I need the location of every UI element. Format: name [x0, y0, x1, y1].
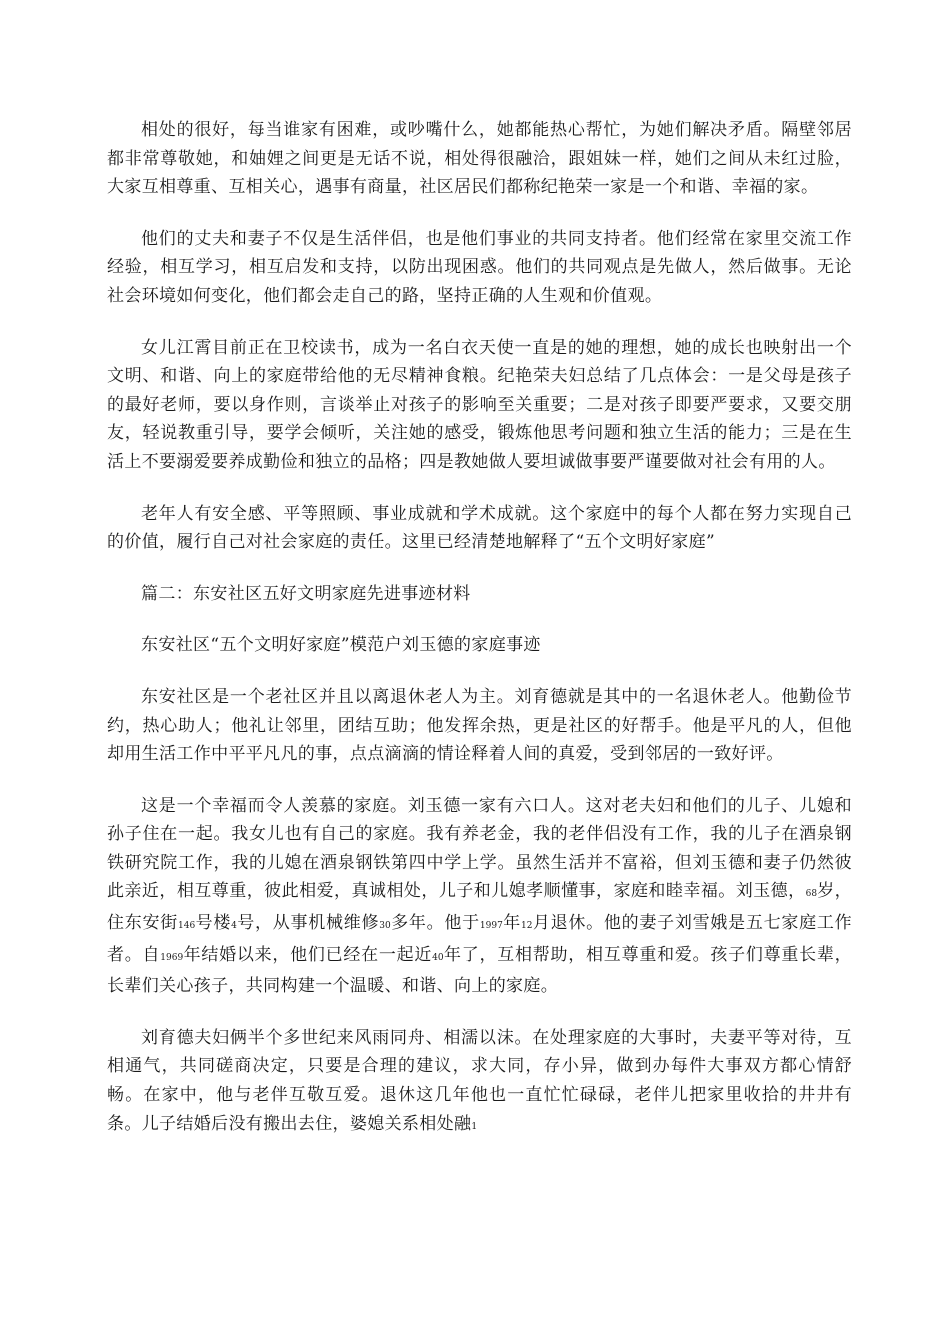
- text-run: 多年。他于: [390, 913, 480, 934]
- building-number: 146: [178, 921, 196, 932]
- unit-number: 4: [231, 921, 237, 932]
- text-run: 年: [502, 913, 521, 934]
- section-title: 篇二：东安社区五好文明家庭先进事迹材料: [141, 583, 471, 604]
- paragraph: 女儿江霄目前正在卫校读书，成为一名白衣天使一直是的她的理想，她的成长也映射出一个文明、和谐、向上的家庭带给他的无尽精神食粮。纪艳荣夫妇总结了几点体会：一是父母是孩子的最好老师，要以身作则，言谈举止对孩子的影响至关重要；二是对孩子即要严要求，又要交朋友，轻说教重引导，要学会倾听，关注她的感受，锻炼他思考问题和独立生活的能力；三是在生活上不要溺爱要养成勤俭和独立的品格；四是教她做人要坦诚做事要严谨要做对社会有用的人。: [107, 337, 852, 472]
- text-run: 号楼: [195, 913, 232, 934]
- years-together-number: 40: [432, 952, 444, 963]
- retire-month-number: 12: [520, 921, 533, 932]
- paragraph: 相处的很好，每当谁家有困难，或吵嘴什么，她都能热心帮忙，为她们解决矛盾。隔壁邻居都非常尊敬她，和妯娌之间更是无话不说，相处得很融洽，跟姐妹一样，她们之间从未红过脸，大家互相尊重、互相关心，遇事有商量，社区居民们都称纪艳荣一家是一个和谐、幸福的家。: [107, 120, 852, 198]
- text-run: 这是一个幸福而令人羡慕的家庭。刘玉德一家有六口人。这对老夫妇和他们的儿子、儿媳和孙子住在一起。我女儿也有自己的家庭。我有养老金，我的老伴侣没有工作，我的儿子在酒泉钢铁研究院工作，我的儿媳在酒泉钢铁第四中学上学。虽然生活并不富裕，但刘玉德和妻子仍然彼此亲近，相互尊重，彼此相爱，真诚相处，儿子和儿媳孝顺懂事，家庭和睦幸福。刘玉德，: [107, 795, 852, 902]
- paragraph: 他们的丈夫和妻子不仅是生活伴侣，也是他们事业的共同支持者。他们经常在家里交流工作经验，相互学习，相互启发和支持，以防出现困惑。他们的共同观点是先做人，然后做事。无论社会环境如何变化，他们都会走自己的路，坚持正确的人生观和价值观。: [107, 228, 852, 306]
- page-number: 1: [471, 1121, 478, 1132]
- text-run: 刘育德夫妇俩半个多世纪来风雨同舟、相濡以沫。在处理家庭的大事时，夫妻平等对待，互相通气，共同磋商决定，只要是合理的建议，求大同，存小异，做到办每件大事双方都心情舒畅。在家中，他与老伴互敬互爱。退休这几年他也一直忙忙碌碌，老伴儿把家里收拾的井井有条。儿子结婚后没有搬出去住，婆媳关系相处融: [107, 1027, 852, 1134]
- work-years-number: 30: [379, 921, 391, 932]
- marry-year-number: 1969: [160, 952, 184, 963]
- paragraph: 东安社区是一个老社区并且以离退休老人为主。刘育德就是其中的一名退休老人。他勤俭节约，热心助人；他礼让邻里，团结互助；他发挥余热，更是社区的好帮手。他是平凡的人，但他却用生活工作中平平凡凡的事，点点滴滴的情诠释着人间的真爱，受到邻居的一致好评。: [107, 686, 852, 765]
- paragraph-last: [107, 1024, 852, 1141]
- text-run: 年结婚以来，他们已经在一起近: [183, 944, 433, 965]
- text-run: 岁，住东安街: [107, 881, 853, 934]
- section-subtitle: 东安社区“五个文明好家庭”模范户刘玉德的家庭事迹: [141, 635, 541, 656]
- document-page: [107, 116, 852, 1164]
- paragraph-family: [107, 792, 852, 1001]
- text-run: 月退休。他的妻子刘雪娥是五七家庭工作者。自: [107, 913, 852, 965]
- text-run: 号，从事机械维修: [236, 913, 380, 934]
- text-run: 年了，互相帮助，相互尊重和爱。孩子们尊重长辈，长辈们关心孩子，共同构建一个温暖、和谐、向上的家庭。: [107, 944, 852, 997]
- paragraph: 老年人有安全感、平等照顾、事业成就和学术成就。这个家庭中的每个人都在努力实现自己的价值，履行自己对社会家庭的责任。这里已经清楚地解释了“五个文明好家庭”: [107, 503, 852, 553]
- age-number: 68: [805, 889, 818, 900]
- retire-year-number: 1997: [479, 921, 503, 932]
